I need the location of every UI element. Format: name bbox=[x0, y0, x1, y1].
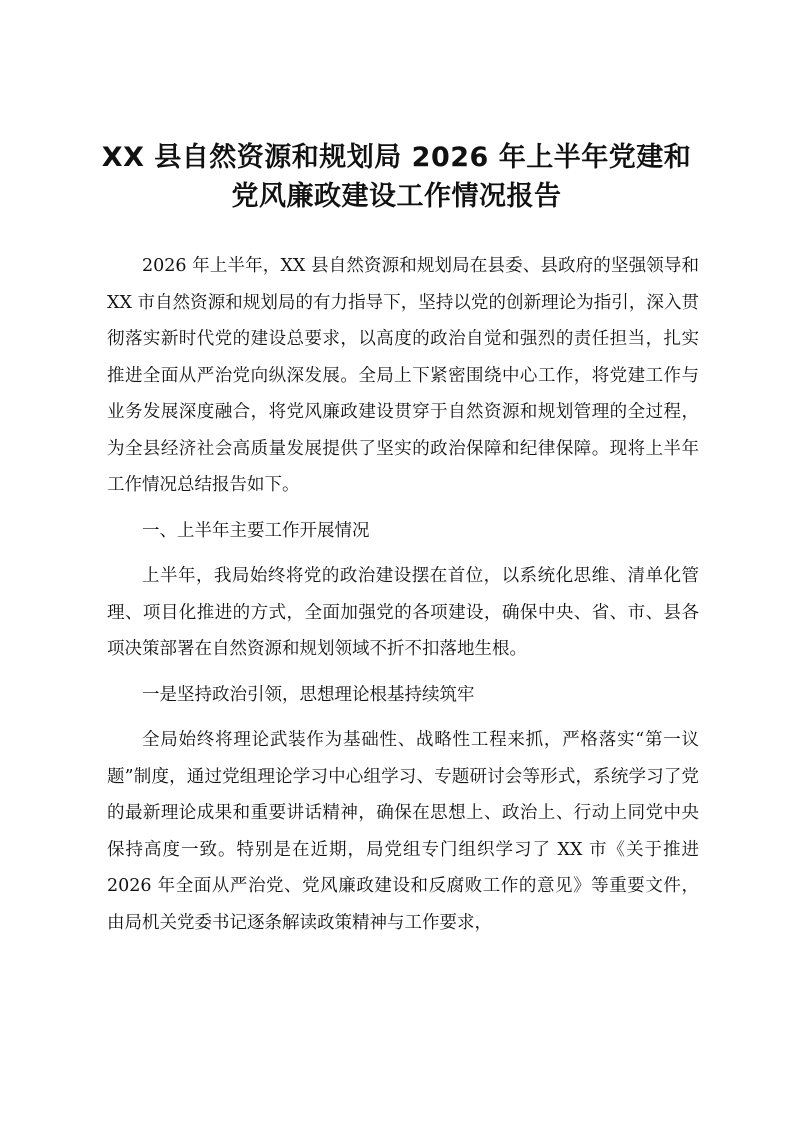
paragraph-theory: 全局始终将理论武装作为基础性、战略性工程来抓，严格落实“第一议题”制度，通过党组理论学习中心组学习、专题研讨会等形式，系统学习了党的最新理论成果和重要讲话精神，确保在思想上、政治上、行动上同党中央保持高度一致。特别是在近期，局党组专门组织学习了 XX 市《关于推进 2026 年全面从严治党、党风廉政建设和反腐败工作的意见》等重要文件，由局机关党委书记逐条解读政策精神与工作要求， bbox=[107, 730, 699, 933]
section-heading: 一、上半年主要工作开展情况 bbox=[142, 520, 370, 541]
document-body bbox=[107, 248, 699, 941]
document-title bbox=[60, 138, 733, 216]
subsection-heading: 一是坚持政治引领，思想理论根基持续筑牢 bbox=[142, 684, 475, 705]
paragraph-intro: 2026 年上半年，XX 县自然资源和规划局在县委、县政府的坚强领导和 XX 市自然资源和规划局的有力指导下，坚持以党的创新理论为指引，深入贯彻落实新时代党的建设总要求，以高度的政治自觉和强烈的责任担当，扎实推进全面从严治党向纵深发展。全局上下紧密围绕中心工作，将党建工作与业务发展深度融合，将党风廉政建设贯穿于自然资源和规划管理的全过程，为全县经济社会高质量发展提供了坚实的政治保障和纪律保障。现将上半年工作情况总结报告如下。 bbox=[107, 256, 699, 495]
paragraph-overview: 上半年，我局始终将党的政治建设摆在首位，以系统化思维、清单化管理、项目化推进的方式，全面加强党的各项建设，确保中央、省、市、县各项决策部署在自然资源和规划领域不折不扣落地生根。 bbox=[107, 566, 699, 659]
title-line-1: XX 县自然资源和规划局 2026 年上半年党建和 bbox=[101, 142, 692, 173]
title-line-2: 党风廉政建设工作情况报告 bbox=[231, 181, 562, 212]
